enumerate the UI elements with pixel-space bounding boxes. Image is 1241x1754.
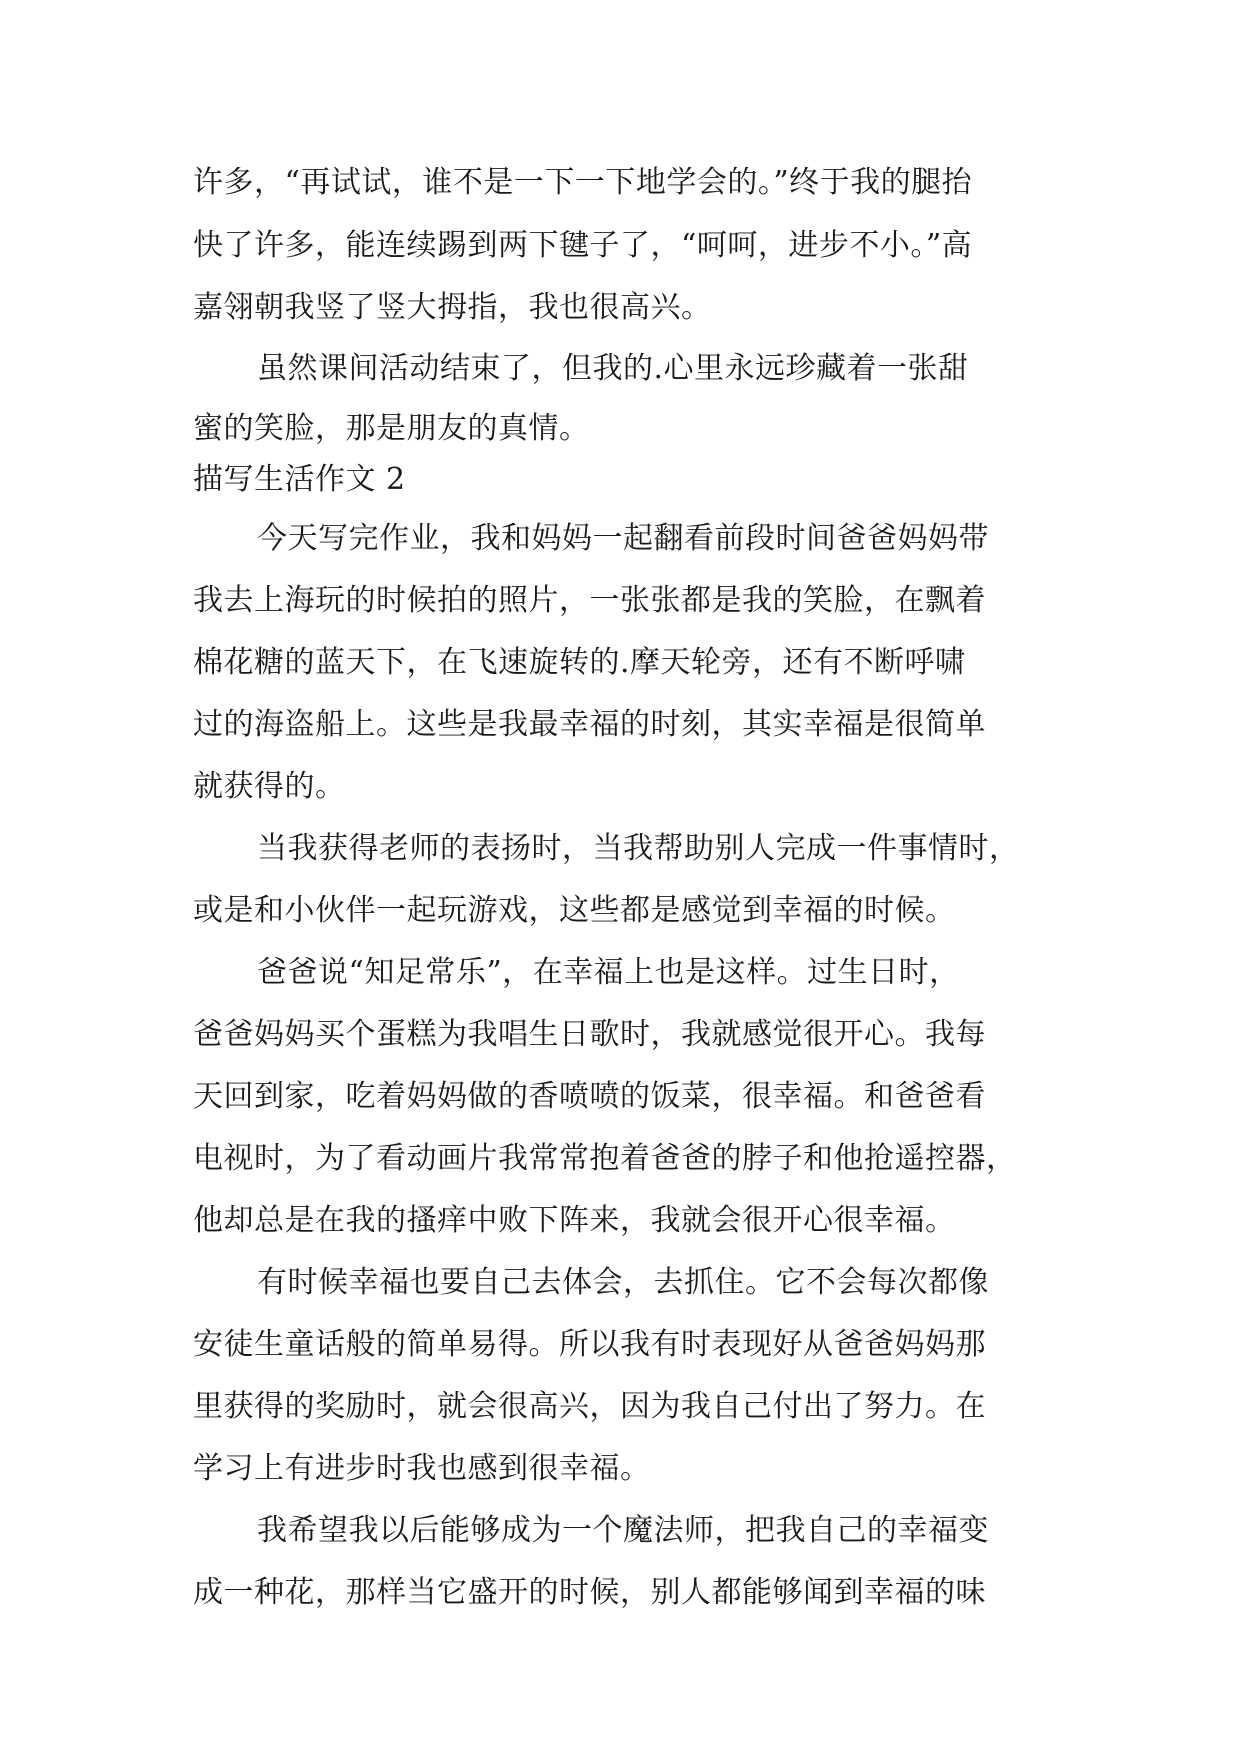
text-line: 就获得的。 — [193, 769, 346, 804]
text-line: 今天写完作业，我和妈妈一起翻看前段时间爸爸妈妈带 — [257, 521, 989, 556]
text-line: 学习上有进步时我也感到很幸福。 — [193, 1451, 651, 1486]
text-line: 里获得的奖励时，就会很高兴，因为我自己付出了努力。在 — [193, 1389, 986, 1424]
text-line: 或是和小伙伴一起玩游戏，这些都是感觉到幸福的时候。 — [193, 893, 956, 928]
text-line: 嘉翎朝我竖了竖大拇指，我也很高兴。 — [193, 290, 712, 325]
text-line: 有时候幸福也要自己去体会，去抓住。它不会每次都像 — [257, 1265, 989, 1300]
text-line: 蜜的笑脸，那是朋友的真情。 — [193, 411, 590, 446]
text-line: 棉花糖的蓝天下，在飞速旋转的.摩天轮旁，还有不断呼啸 — [193, 645, 966, 680]
text-line: 我去上海玩的时候拍的照片，一张张都是我的笑脸，在飘着 — [193, 583, 986, 618]
text-line: 安徒生童话般的简单易得。所以我有时表现好从爸爸妈妈那 — [193, 1327, 986, 1362]
text-line: 电视时，为了看动画片我常常抱着爸爸的脖子和他抢遥控器， — [193, 1141, 1017, 1176]
section-heading: 描写生活作文 2 — [193, 462, 406, 497]
text-line: 过的海盗船上。这些是我最幸福的时刻，其实幸福是很简单 — [193, 707, 986, 742]
text-line: 我希望我以后能够成为一个魔法师，把我自己的幸福变 — [257, 1513, 989, 1548]
text-line: 爸爸妈妈买个蛋糕为我唱生日歌时，我就感觉很开心。我每 — [193, 1017, 986, 1052]
text-line: 当我获得老师的表扬时，当我帮助别人完成一件事情时， — [257, 831, 1020, 866]
text-line: 爸爸说“知足常乐”，在幸福上也是这样。过生日时， — [257, 955, 960, 990]
text-line: 天回到家，吃着妈妈做的香喷喷的饭菜，很幸福。和爸爸看 — [193, 1079, 986, 1114]
text-line: 成一种花，那样当它盛开的时候，别人都能够闻到幸福的味 — [193, 1575, 986, 1610]
text-line: 他却总是在我的搔痒中败下阵来，我就会很开心很幸福。 — [193, 1203, 956, 1238]
text-line: 许多，“再试试，谁不是一下一下地学会的。”终于我的腿抬 — [193, 165, 973, 200]
text-line: 虽然课间活动结束了，但我的.心里永远珍藏着一张甜 — [257, 351, 969, 386]
text-line: 快了许多，能连续踢到两下毽子了，“呵呵，进步不小。”高 — [193, 228, 973, 263]
